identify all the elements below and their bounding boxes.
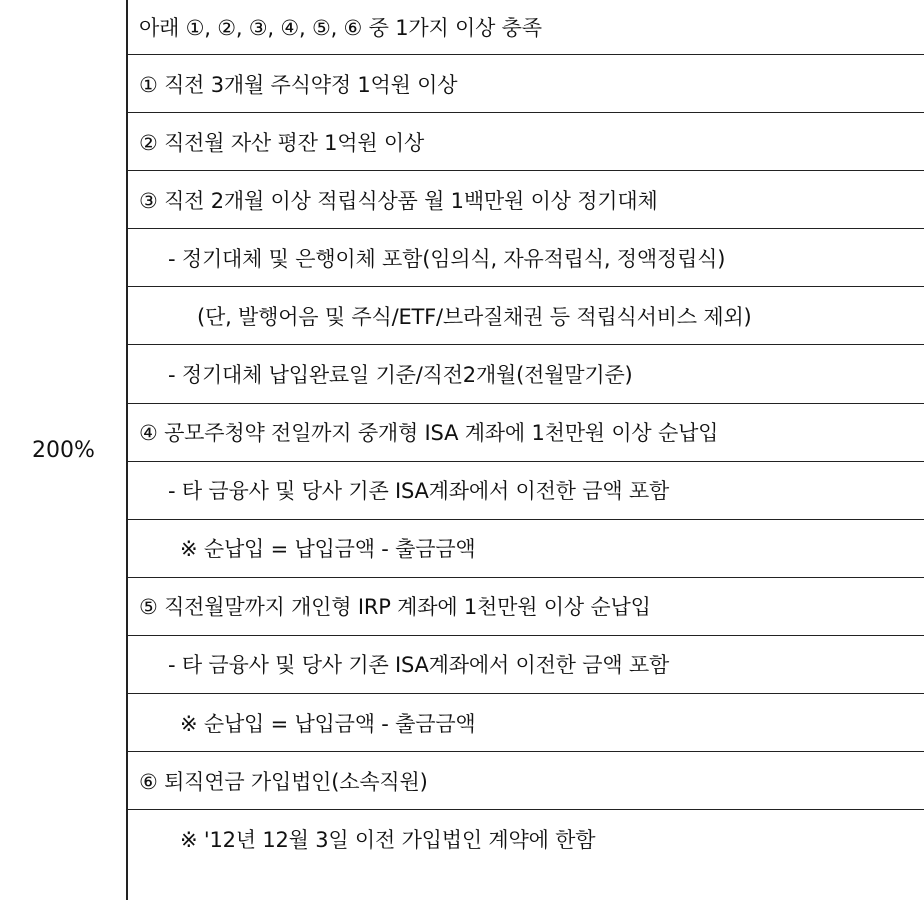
condition-row: - 타 금융사 및 당사 기존 ISA계좌에서 이전한 금액 포함	[128, 462, 924, 520]
condition-row: ※ 순납입 = 납입금액 - 출금금액	[128, 694, 924, 752]
condition-row: ④ 공모주청약 전일까지 중개형 ISA 계좌에 1천만원 이상 순납입	[128, 404, 924, 462]
condition-row: ③ 직전 2개월 이상 적립식상품 월 1백만원 이상 정기대체	[128, 171, 924, 229]
condition-row: ② 직전월 자산 평잔 1억원 이상	[128, 113, 924, 171]
conditions-column	[126, 0, 924, 900]
condition-row: (단, 발행어음 및 주식/ETF/브라질채권 등 적립식서비스 제외)	[128, 287, 924, 345]
condition-row: ⑥ 퇴직연금 가입법인(소속직원)	[128, 752, 924, 810]
condition-row: 아래 ①, ②, ③, ④, ⑤, ⑥ 중 1가지 이상 충족	[128, 0, 924, 55]
condition-row: ① 직전 3개월 주식약정 1억원 이상	[128, 55, 924, 113]
condition-row: - 정기대체 납입완료일 기준/직전2개월(전월말기준)	[128, 345, 924, 403]
condition-row: - 타 금융사 및 당사 기존 ISA계좌에서 이전한 금액 포함	[128, 636, 924, 694]
rate-label: 200%	[32, 437, 95, 463]
condition-row: - 정기대체 및 은행이체 포함(임의식, 자유적립식, 정액정립식)	[128, 229, 924, 287]
condition-row: ※ '12년 12월 3일 이전 가입법인 계약에 한함	[180, 828, 596, 853]
condition-row: ※ 순납입 = 납입금액 - 출금금액	[128, 520, 924, 578]
rate-cell	[0, 0, 127, 900]
condition-row: ⑤ 직전월말까지 개인형 IRP 계좌에 1천만원 이상 순납입	[128, 578, 924, 636]
